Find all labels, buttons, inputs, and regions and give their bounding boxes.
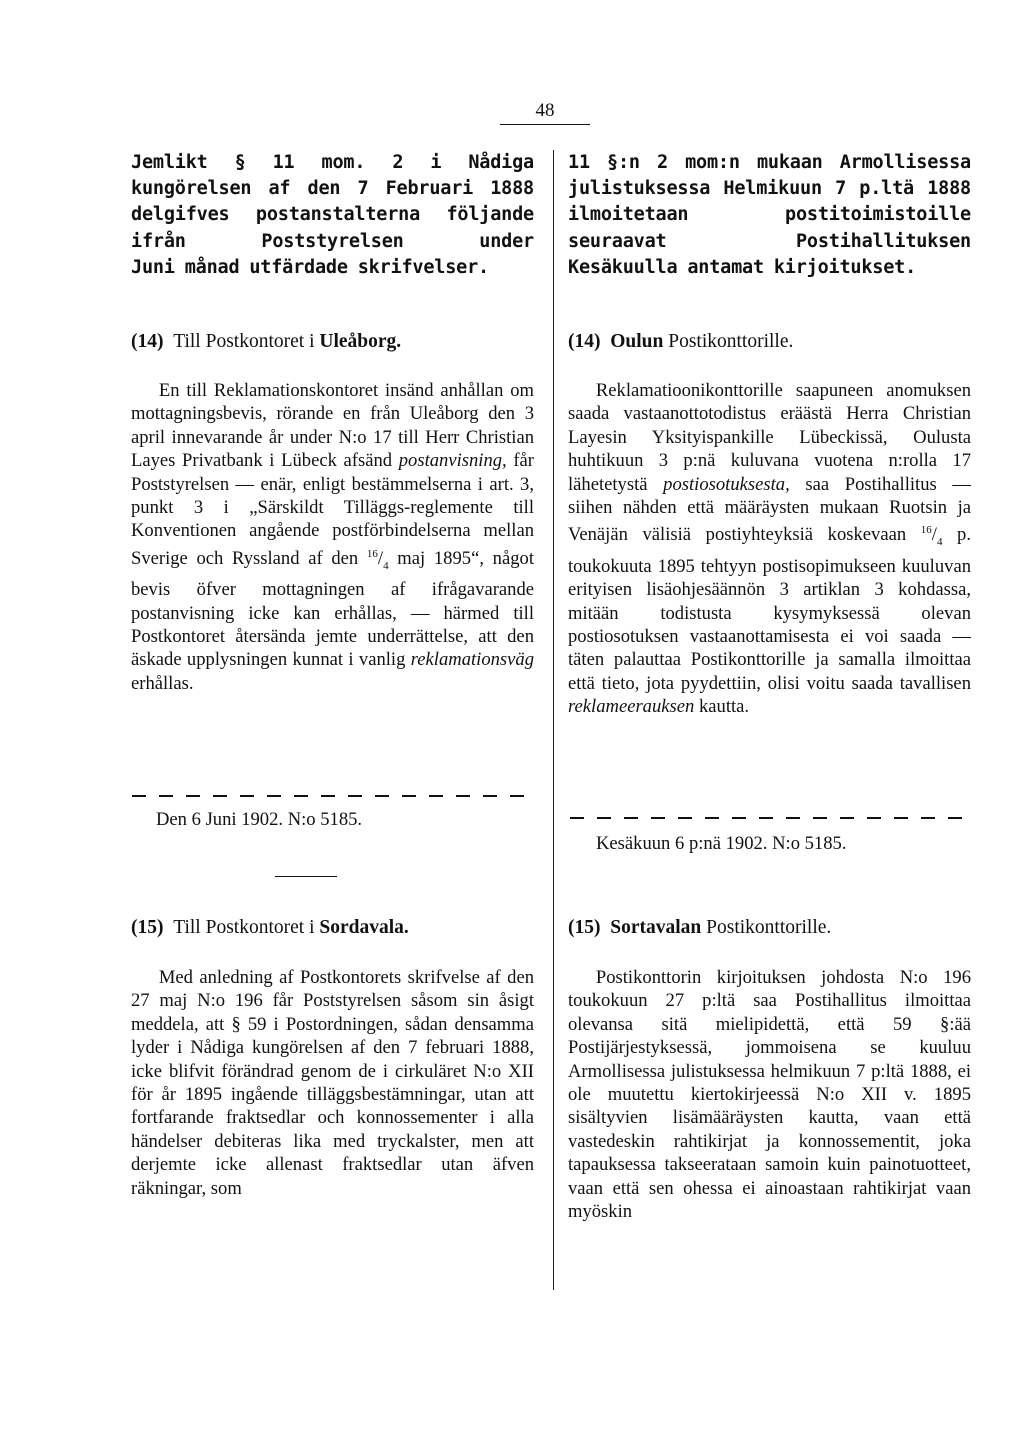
sv-fraction-numerator: 16 xyxy=(366,547,378,560)
fi-signature-14: Kesäkuun 6 p:nä 1902. N:o 5185. xyxy=(596,833,847,854)
sv-body-14: En till Reklamationskontoret insänd anhållan om mottagningsbevis, rörande en från Uleåborg den 3 april innevarande år under N:o 17 till Herr Christian Layes Privatbank i Lübeck afsänd postanvisning, får Poststyrelsen — enär, enligt bestämmelserna i art. 3, punkt 3 i „Särskildt Tilläggs-reglemente till Konventionen angående postförbindelserna mellan Sverige och Ryssland af den $^{16}/_4$ maj 1895“, något bevis öfver mottagningen af ifrågavarande postanvisning icke kan erhållas, — härmed till Postkontoret återsända jemte underrättelse, att den äskade upplysningen kunnat i vanlig reklamationsväg erhållas. xyxy=(131,380,534,694)
sv-body-15: Med anledning af Postkontorets skrifvelse af den 27 maj N:o 196 får Poststyrelsen såsom sin åsigt meddela, att § 59 i Postordningen, sådan densamma lyder i Nådiga kungörelsen af den 7 februari 1888, icke blifvit förändrad genom de i cirkuläret N:o XII för år 1895 ingående tilläggsbestämningar, utan att fortfarande fraktsedlar och konnossementer i alla händelser debiteras lika med tryckalster, men att derjemte icke allenast fraktsedlar utan äfven räkningar, som xyxy=(131,967,534,1199)
sv-signature-14: Den 6 Juni 1902. N:o 5185. xyxy=(156,809,363,830)
sv-body-14-emphasis-2: reklamationsväg xyxy=(410,649,534,671)
fi-body-14-part-d: kautta. xyxy=(694,696,750,718)
fi-intro xyxy=(568,150,971,281)
fi-fraction-numerator: 16 xyxy=(920,524,932,537)
fi-heading-15 xyxy=(568,916,831,940)
fi-dash-separator xyxy=(570,817,965,819)
sv-fraction-denominator: 4 xyxy=(383,559,389,572)
sv-intro xyxy=(131,150,534,281)
column-divider xyxy=(553,150,554,1290)
sv-heading-14-place: Uleåborg. xyxy=(319,331,402,352)
fi-body-14-part-a: Reklamatioonikonttorille saapuneen anomuksen saada vastaanottotodistus eräästä Herra Christian Layesin Yksityispankille Lübeckissä, Oulusta huhtikuun 3 p:nä kuluvana vuotena n:rolla 17 lähetetystä xyxy=(568,380,971,495)
fi-body-14-emphasis-1: postiosotuksesta, xyxy=(663,473,790,495)
fi-heading-14-text: Postikonttorille. xyxy=(668,331,794,352)
fi-intro-last-line: Kesäkuulla antamat kirjoitukset. xyxy=(568,256,917,278)
sv-heading-14-text: Till Postkontoret i xyxy=(173,331,315,352)
sv-section-number-14: (14) xyxy=(131,331,164,352)
sv-section-number-15: (15) xyxy=(131,917,164,938)
fi-body-14: Reklamatioonikonttorille saapuneen anomuksen saada vastaanottotodistus eräästä Herra Christian Layesin Yksityispankille Lübeckissä, Oulusta huhtikuun 3 p:nä kuluvana vuotena n:rolla 17 lähetetystä postiosotuksesta, saa Postihallitus — siihen nähden että määräysten mukaan Ruotsin ja Venäjän välisiä postiyhteyksiä koskevaan $^{16}/_4$ p. toukokuuta 1895 tehtyyn postisopimukseen kuuluvan erityisen lisäohjesäännön 3 artiklan 3 kohdassa, mitään todistusta kysymyksessä olevan postiosotuksen vastaanottamisesta ei voi saada — täten palauttaa Postikonttorille ja samalla ilmoittaa että tieto, jota pyydettiin, olisi voitu saada tavallisen reklameerauksen kautta. xyxy=(568,380,971,718)
fi-section-number-15: (15) xyxy=(568,917,601,938)
fi-intro-text: 11 §:n 2 mom:n mukaan Armollisessa julistuksessa Helmikuun 7 p.ltä 1888 ilmoitetaan postitoimistoille seuraavat Postihallituksen xyxy=(568,152,971,252)
fi-fraction-denominator: 4 xyxy=(936,536,943,549)
sv-body-14-part-c: maj 1895“, något bevis öfver mottagningen af ifrågavarande postanvisning icke kan erhållas, — härmed till Postkontoret återsända jemte underrättelse, att den äskade upplysningen kunnat i vanlig xyxy=(131,548,534,671)
fi-heading-14 xyxy=(568,330,793,354)
sv-body-14-part-d: erhållas. xyxy=(131,672,194,694)
sv-heading-15-text: Till Postkontoret i xyxy=(173,917,315,938)
fi-section-number-14: (14) xyxy=(568,331,601,352)
fi-body-15: Postikonttorin kirjoituksen johdosta N:o 196 toukokuun 27 p:ltä saa Postihallitus ilmoittaa olevansa sitä mielipidettä, että 59 §:ää Postijärjestyksessä, jommoisena se kuuluu Armollisessa julistuksessa helmikuun 7 p:ltä 1888, ei ole muutettu kiertokirjeessä N:o XII v. 1895 sisältyvien lisämääräysten kautta, vaan että vastedeskin rahtikirjat ja konnossementit, joka tapauksessa takseerataan samoin kuin painotuotteet, vaan että sen ohessa ei ainoastaan rahtikirjat vaan myöskin xyxy=(568,967,971,1223)
sv-intro-last-line: Juni månad utfärdade skrifvelser. xyxy=(131,256,489,278)
fi-body-14-part-b: saa Postihallitus — siihen nähden että määräysten mukaan Ruotsin ja Venäjän välisiä postiyhteyksiä koskevaan xyxy=(568,473,971,546)
sv-body-14-part-a: En till Reklamationskontoret insänd anhållan om mottagningsbevis, rörande en från Uleåborg den 3 april innevarande år under N:o 17 till Herr Christian Layes Privatbank i Lübeck afsänd xyxy=(131,380,534,472)
sv-section-rule xyxy=(275,876,337,877)
page-number: 48 xyxy=(535,100,555,121)
sv-body-14-part-b: får Poststyrelsen — enär, enligt bestämmelserna i art. 3, punkt 3 i „Särskildt Tilläggs-reglemente till Konventionen angående postförbindelserna mellan Sverige och Ryssland af den xyxy=(131,450,534,570)
sv-dash-separator xyxy=(132,795,527,797)
fi-heading-14-place: Oulun xyxy=(610,331,664,352)
sv-body-14-emphasis-1: postanvisning, xyxy=(398,450,507,472)
fi-heading-15-place: Sortavalan xyxy=(610,917,702,938)
fi-heading-15-text: Postikonttorille. xyxy=(706,917,832,938)
page-number-rule xyxy=(500,124,590,125)
sv-heading-14 xyxy=(131,330,401,354)
fi-body-14-emphasis-2: reklameerauksen xyxy=(568,696,695,718)
sv-intro-text: Jemlikt § 11 mom. 2 i Nådiga kungörelsen af den 7 Februari 1888 delgifves postanstalterna följande ifrån Poststyrelsen under xyxy=(131,152,534,252)
fi-body-14-part-c: p. toukokuuta 1895 tehtyyn postisopimukseen kuuluvan erityisen lisäohjesäännön 3 artiklan 3 kohdassa, mitään todistusta kysymyksessä olevan postiosotuksen vastaanottamisesta ei voi saada — täten palauttaa Postikonttorille ja samalla ilmoittaa että tieto, jota pyydettiin, olisi voitu saada tavallisen xyxy=(568,524,971,694)
sv-heading-15-place: Sordavala. xyxy=(319,917,409,938)
sv-heading-15 xyxy=(131,916,409,940)
